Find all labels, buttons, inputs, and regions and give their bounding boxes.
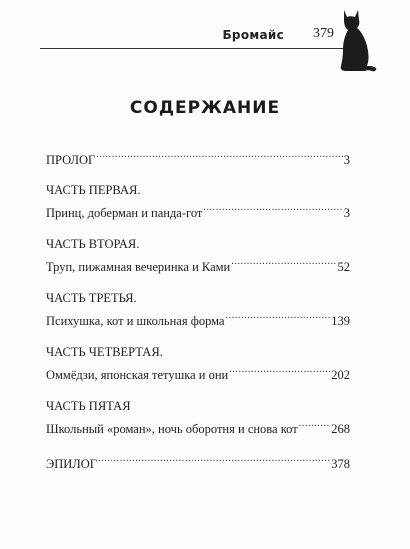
toc-entry-page: 3	[343, 153, 350, 167]
dot-leader	[203, 199, 342, 217]
toc-entry-title: Школьный «роман», ночь оборотня и снова кот	[46, 422, 298, 436]
dot-leader	[96, 146, 342, 164]
sitting-cat-icon	[334, 6, 378, 78]
dot-leader	[299, 415, 331, 433]
part-label: ЧАСТЬ ТРЕТЬЯ.	[46, 291, 137, 305]
toc-entry-title: Психушка, кот и школьная форма	[46, 314, 225, 328]
toc-entry-page: 378	[331, 457, 350, 471]
running-title: Бромайс	[222, 28, 284, 42]
page-number: 379	[313, 26, 334, 41]
dot-leader	[98, 450, 330, 468]
toc-entry-page: 139	[331, 314, 350, 328]
toc-entry-page: 202	[331, 368, 350, 382]
part-label: ЧАСТЬ ПЕРВАЯ.	[46, 183, 141, 197]
toc-entry-part-5[interactable]	[46, 415, 350, 436]
toc-entry-page: 52	[337, 260, 350, 274]
toc-entry-part-3[interactable]	[46, 307, 350, 328]
part-label: ЧАСТЬ ПЯТАЯ	[46, 399, 131, 413]
dot-leader	[231, 253, 336, 271]
toc-entry-part-2[interactable]	[46, 253, 350, 274]
dot-leader	[226, 307, 331, 325]
part-label: ЧАСТЬ ЧЕТВЕРТАЯ.	[46, 345, 163, 359]
toc-entry-title: Труп, пижамная вечеринка и Ками	[46, 260, 231, 274]
toc-entry-title: ЭПИЛОГ	[46, 457, 98, 471]
toc-entry-page: 268	[331, 422, 350, 436]
toc-entry-title: Оммёдзи, японская тетушка и они	[46, 368, 229, 382]
toc-entry-part-4[interactable]	[46, 361, 350, 382]
toc-entry-title: Принц, доберман и панда-гот	[46, 206, 203, 220]
part-label: ЧАСТЬ ВТОРАЯ.	[46, 237, 140, 251]
toc-entry-epilogue[interactable]	[46, 450, 350, 471]
header-rule	[40, 48, 358, 49]
toc-entry-title: ПРОЛОГ	[46, 153, 96, 167]
dot-leader	[229, 361, 330, 379]
toc-entry-part-1[interactable]	[46, 199, 350, 220]
toc-entry-page: 3	[343, 206, 350, 220]
running-header	[40, 24, 350, 48]
table-of-contents	[46, 146, 350, 471]
toc-entry-prologue[interactable]	[46, 146, 350, 167]
toc-heading: СОДЕРЖАНИЕ	[129, 98, 281, 118]
